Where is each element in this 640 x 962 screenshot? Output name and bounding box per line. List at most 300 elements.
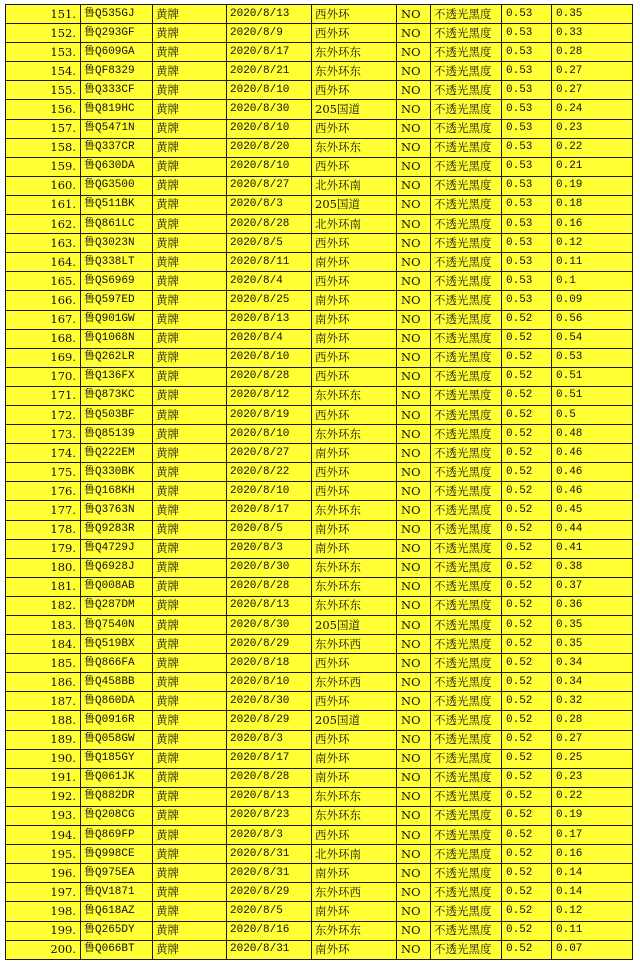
location-cell: 东外环西 [312,883,397,902]
value-a-cell: 0.53 [502,195,552,214]
location-cell: 东外环西 [312,673,397,692]
date-cell: 2020/8/30 [227,558,312,577]
location-cell: 东外环东 [312,921,397,940]
plate-number-cell: 鲁Q262LR [81,348,153,367]
plate-number-cell: 鲁Q511BK [81,195,153,214]
value-b-cell: 0.34 [552,654,633,673]
row-number-cell: 185. [6,654,81,673]
table-row [6,81,633,100]
location-cell: 东外环东 [312,787,397,806]
pass-status-cell: NO [397,195,431,214]
plate-number-cell: 鲁Q618AZ [81,902,153,921]
plate-type-cell: 黄牌 [153,482,227,501]
plate-type-cell: 黄牌 [153,291,227,310]
pass-status-cell: NO [397,501,431,520]
row-number-cell: 172. [6,405,81,424]
plate-number-cell: 鲁Q819HC [81,100,153,119]
value-b-cell: 0.38 [552,558,633,577]
location-cell: 北外环南 [312,176,397,195]
value-a-cell: 0.53 [502,215,552,234]
location-cell: 东外环东 [312,501,397,520]
plate-number-cell: 鲁Q5471N [81,119,153,138]
date-cell: 2020/8/21 [227,62,312,81]
test-item-cell: 不透光黑度 [431,921,502,940]
pass-status-cell: NO [397,520,431,539]
test-item-cell: 不透光黑度 [431,864,502,883]
value-b-cell: 0.27 [552,730,633,749]
test-item-cell: 不透光黑度 [431,157,502,176]
date-cell: 2020/8/10 [227,482,312,501]
plate-number-cell: 鲁Q458BB [81,673,153,692]
value-b-cell: 0.07 [552,940,633,959]
date-cell: 2020/8/3 [227,539,312,558]
table-row [6,253,633,272]
location-cell: 西外环 [312,24,397,43]
plate-number-cell: 鲁Q869FP [81,826,153,845]
plate-number-cell: 鲁Q998CE [81,845,153,864]
location-cell: 南外环 [312,902,397,921]
test-item-cell: 不透光黑度 [431,5,502,24]
test-item-cell: 不透光黑度 [431,81,502,100]
row-number-cell: 187. [6,692,81,711]
location-cell: 西外环 [312,272,397,291]
test-item-cell: 不透光黑度 [431,520,502,539]
plate-type-cell: 黄牌 [153,520,227,539]
date-cell: 2020/8/29 [227,635,312,654]
plate-number-cell: 鲁Q535GJ [81,5,153,24]
test-item-cell: 不透光黑度 [431,119,502,138]
value-a-cell: 0.53 [502,5,552,24]
row-number-cell: 181. [6,577,81,596]
pass-status-cell: NO [397,616,431,635]
value-a-cell: 0.52 [502,806,552,825]
plate-number-cell: 鲁QS6969 [81,272,153,291]
value-b-cell: 0.24 [552,100,633,119]
test-item-cell: 不透光黑度 [431,501,502,520]
table-row [6,806,633,825]
value-b-cell: 0.37 [552,577,633,596]
value-b-cell: 0.16 [552,215,633,234]
row-number-cell: 170. [6,367,81,386]
value-a-cell: 0.52 [502,482,552,501]
location-cell: 西外环 [312,692,397,711]
test-item-cell: 不透光黑度 [431,234,502,253]
plate-number-cell: 鲁Q338LT [81,253,153,272]
value-b-cell: 0.44 [552,520,633,539]
value-a-cell: 0.52 [502,902,552,921]
row-number-cell: 158. [6,138,81,157]
value-b-cell: 0.27 [552,62,633,81]
date-cell: 2020/8/29 [227,883,312,902]
date-cell: 2020/8/13 [227,787,312,806]
plate-number-cell: 鲁Q222EM [81,444,153,463]
pass-status-cell: NO [397,806,431,825]
date-cell: 2020/8/10 [227,425,312,444]
row-number-cell: 196. [6,864,81,883]
test-item-cell: 不透光黑度 [431,215,502,234]
value-b-cell: 0.25 [552,749,633,768]
value-a-cell: 0.53 [502,176,552,195]
table-row [6,215,633,234]
value-b-cell: 0.22 [552,787,633,806]
value-a-cell: 0.53 [502,24,552,43]
pass-status-cell: NO [397,482,431,501]
plate-number-cell: 鲁Q333CF [81,81,153,100]
table-row [6,654,633,673]
value-a-cell: 0.53 [502,234,552,253]
value-b-cell: 0.14 [552,864,633,883]
value-b-cell: 0.28 [552,711,633,730]
row-number-cell: 183. [6,616,81,635]
test-item-cell: 不透光黑度 [431,749,502,768]
plate-number-cell: 鲁Q901GW [81,310,153,329]
plate-type-cell: 黄牌 [153,826,227,845]
table-row [6,291,633,310]
row-number-cell: 171. [6,386,81,405]
plate-type-cell: 黄牌 [153,902,227,921]
value-b-cell: 0.28 [552,43,633,62]
plate-type-cell: 黄牌 [153,367,227,386]
table-row [6,425,633,444]
pass-status-cell: NO [397,386,431,405]
table-row [6,730,633,749]
location-cell: 西外环 [312,826,397,845]
table-row [6,520,633,539]
location-cell: 205国道 [312,711,397,730]
location-cell: 西外环 [312,405,397,424]
location-cell: 东外环东 [312,425,397,444]
value-a-cell: 0.52 [502,864,552,883]
plate-type-cell: 黄牌 [153,386,227,405]
value-b-cell: 0.54 [552,329,633,348]
value-b-cell: 0.23 [552,119,633,138]
pass-status-cell: NO [397,539,431,558]
row-number-cell: 191. [6,768,81,787]
date-cell: 2020/8/17 [227,501,312,520]
plate-type-cell: 黄牌 [153,348,227,367]
plate-type-cell: 黄牌 [153,787,227,806]
pass-status-cell: NO [397,272,431,291]
row-number-cell: 164. [6,253,81,272]
test-item-cell: 不透光黑度 [431,673,502,692]
location-cell: 东外环东 [312,577,397,596]
pass-status-cell: NO [397,425,431,444]
pass-status-cell: NO [397,157,431,176]
plate-number-cell: 鲁Q058GW [81,730,153,749]
table-row [6,386,633,405]
value-a-cell: 0.52 [502,826,552,845]
value-b-cell: 0.16 [552,845,633,864]
table-row [6,329,633,348]
location-cell: 西外环 [312,81,397,100]
row-number-cell: 165. [6,272,81,291]
row-number-cell: 152. [6,24,81,43]
plate-type-cell: 黄牌 [153,635,227,654]
table-row [6,577,633,596]
location-cell: 205国道 [312,100,397,119]
test-item-cell: 不透光黑度 [431,902,502,921]
table-row [6,902,633,921]
date-cell: 2020/8/30 [227,100,312,119]
value-a-cell: 0.52 [502,673,552,692]
plate-type-cell: 黄牌 [153,405,227,424]
value-a-cell: 0.52 [502,711,552,730]
value-a-cell: 0.52 [502,501,552,520]
test-item-cell: 不透光黑度 [431,348,502,367]
value-a-cell: 0.52 [502,577,552,596]
plate-number-cell: 鲁QV1871 [81,883,153,902]
value-b-cell: 0.46 [552,482,633,501]
value-a-cell: 0.53 [502,43,552,62]
row-number-cell: 182. [6,596,81,615]
table-row [6,176,633,195]
table-row [6,157,633,176]
location-cell: 南外环 [312,520,397,539]
value-b-cell: 0.56 [552,310,633,329]
plate-type-cell: 黄牌 [153,883,227,902]
pass-status-cell: NO [397,100,431,119]
pass-status-cell: NO [397,845,431,864]
row-number-cell: 184. [6,635,81,654]
test-item-cell: 不透光黑度 [431,24,502,43]
test-item-cell: 不透光黑度 [431,654,502,673]
row-number-cell: 175. [6,463,81,482]
location-cell: 南外环 [312,253,397,272]
plate-type-cell: 黄牌 [153,272,227,291]
date-cell: 2020/8/10 [227,673,312,692]
test-item-cell: 不透光黑度 [431,940,502,959]
row-number-cell: 197. [6,883,81,902]
pass-status-cell: NO [397,864,431,883]
location-cell: 西外环 [312,367,397,386]
table-row [6,444,633,463]
table-row [6,596,633,615]
plate-number-cell: 鲁Q185GY [81,749,153,768]
value-a-cell: 0.52 [502,845,552,864]
value-b-cell: 0.19 [552,806,633,825]
row-number-cell: 179. [6,539,81,558]
plate-type-cell: 黄牌 [153,921,227,940]
table-row [6,673,633,692]
value-a-cell: 0.52 [502,386,552,405]
value-b-cell: 0.12 [552,234,633,253]
plate-number-cell: 鲁Q866FA [81,654,153,673]
row-number-cell: 195. [6,845,81,864]
records-table [5,4,633,960]
plate-number-cell: 鲁Q208CG [81,806,153,825]
pass-status-cell: NO [397,558,431,577]
value-b-cell: 0.35 [552,5,633,24]
row-number-cell: 163. [6,234,81,253]
row-number-cell: 188. [6,711,81,730]
date-cell: 2020/8/10 [227,119,312,138]
plate-type-cell: 黄牌 [153,654,227,673]
plate-number-cell: 鲁Q6928J [81,558,153,577]
plate-type-cell: 黄牌 [153,711,227,730]
row-number-cell: 174. [6,444,81,463]
row-number-cell: 173. [6,425,81,444]
pass-status-cell: NO [397,635,431,654]
location-cell: 西外环 [312,654,397,673]
value-b-cell: 0.5 [552,405,633,424]
plate-type-cell: 黄牌 [153,940,227,959]
location-cell: 南外环 [312,291,397,310]
plate-type-cell: 黄牌 [153,215,227,234]
table-row [6,501,633,520]
plate-type-cell: 黄牌 [153,310,227,329]
row-number-cell: 176. [6,482,81,501]
test-item-cell: 不透光黑度 [431,577,502,596]
table-row [6,272,633,291]
table-row [6,367,633,386]
row-number-cell: 155. [6,81,81,100]
value-a-cell: 0.53 [502,100,552,119]
test-item-cell: 不透光黑度 [431,596,502,615]
plate-type-cell: 黄牌 [153,234,227,253]
row-number-cell: 151. [6,5,81,24]
location-cell: 东外环东 [312,43,397,62]
row-number-cell: 178. [6,520,81,539]
test-item-cell: 不透光黑度 [431,826,502,845]
test-item-cell: 不透光黑度 [431,43,502,62]
plate-type-cell: 黄牌 [153,730,227,749]
value-a-cell: 0.52 [502,654,552,673]
value-a-cell: 0.52 [502,692,552,711]
pass-status-cell: NO [397,24,431,43]
test-item-cell: 不透光黑度 [431,711,502,730]
value-b-cell: 0.23 [552,768,633,787]
value-b-cell: 0.46 [552,463,633,482]
plate-type-cell: 黄牌 [153,463,227,482]
table-row [6,310,633,329]
test-item-cell: 不透光黑度 [431,425,502,444]
table-row [6,24,633,43]
value-b-cell: 0.34 [552,673,633,692]
plate-type-cell: 黄牌 [153,176,227,195]
date-cell: 2020/8/30 [227,616,312,635]
value-b-cell: 0.22 [552,138,633,157]
date-cell: 2020/8/16 [227,921,312,940]
table-row [6,826,633,845]
test-item-cell: 不透光黑度 [431,62,502,81]
value-b-cell: 0.19 [552,176,633,195]
pass-status-cell: NO [397,348,431,367]
test-item-cell: 不透光黑度 [431,100,502,119]
location-cell: 西外环 [312,157,397,176]
plate-number-cell: 鲁Q3023N [81,234,153,253]
plate-type-cell: 黄牌 [153,673,227,692]
row-number-cell: 156. [6,100,81,119]
location-cell: 205国道 [312,616,397,635]
plate-number-cell: 鲁Q860DA [81,692,153,711]
location-cell: 东外环西 [312,635,397,654]
plate-type-cell: 黄牌 [153,864,227,883]
value-a-cell: 0.52 [502,520,552,539]
plate-number-cell: 鲁Q609GA [81,43,153,62]
date-cell: 2020/8/25 [227,291,312,310]
plate-type-cell: 黄牌 [153,806,227,825]
plate-type-cell: 黄牌 [153,157,227,176]
location-cell: 西外环 [312,234,397,253]
date-cell: 2020/8/13 [227,310,312,329]
plate-type-cell: 黄牌 [153,845,227,864]
row-number-cell: 180. [6,558,81,577]
plate-type-cell: 黄牌 [153,444,227,463]
plate-type-cell: 黄牌 [153,501,227,520]
date-cell: 2020/8/27 [227,176,312,195]
value-a-cell: 0.52 [502,405,552,424]
test-item-cell: 不透光黑度 [431,310,502,329]
pass-status-cell: NO [397,654,431,673]
value-a-cell: 0.52 [502,329,552,348]
location-cell: 东外环东 [312,596,397,615]
plate-number-cell: 鲁QG3500 [81,176,153,195]
value-a-cell: 0.52 [502,749,552,768]
location-cell: 南外环 [312,749,397,768]
pass-status-cell: NO [397,749,431,768]
value-b-cell: 0.36 [552,596,633,615]
date-cell: 2020/8/27 [227,444,312,463]
pass-status-cell: NO [397,234,431,253]
value-b-cell: 0.18 [552,195,633,214]
location-cell: 南外环 [312,940,397,959]
table-row [6,558,633,577]
date-cell: 2020/8/29 [227,711,312,730]
value-b-cell: 0.14 [552,883,633,902]
table-row [6,482,633,501]
row-number-cell: 162. [6,215,81,234]
value-a-cell: 0.52 [502,787,552,806]
test-item-cell: 不透光黑度 [431,176,502,195]
row-number-cell: 168. [6,329,81,348]
pass-status-cell: NO [397,329,431,348]
value-a-cell: 0.52 [502,635,552,654]
pass-status-cell: NO [397,711,431,730]
row-number-cell: 157. [6,119,81,138]
pass-status-cell: NO [397,463,431,482]
plate-type-cell: 黄牌 [153,43,227,62]
date-cell: 2020/8/31 [227,845,312,864]
value-b-cell: 0.48 [552,425,633,444]
plate-type-cell: 黄牌 [153,81,227,100]
location-cell: 东外环东 [312,62,397,81]
table-row [6,234,633,253]
value-b-cell: 0.35 [552,635,633,654]
test-item-cell: 不透光黑度 [431,291,502,310]
pass-status-cell: NO [397,253,431,272]
row-number-cell: 194. [6,826,81,845]
plate-type-cell: 黄牌 [153,425,227,444]
pass-status-cell: NO [397,62,431,81]
date-cell: 2020/8/22 [227,463,312,482]
plate-type-cell: 黄牌 [153,616,227,635]
value-a-cell: 0.53 [502,81,552,100]
date-cell: 2020/8/28 [227,367,312,386]
table-row [6,539,633,558]
location-cell: 北外环南 [312,845,397,864]
pass-status-cell: NO [397,692,431,711]
pass-status-cell: NO [397,5,431,24]
test-item-cell: 不透光黑度 [431,768,502,787]
row-number-cell: 160. [6,176,81,195]
location-cell: 南外环 [312,768,397,787]
value-b-cell: 0.27 [552,81,633,100]
test-item-cell: 不透光黑度 [431,444,502,463]
table-row [6,195,633,214]
plate-type-cell: 黄牌 [153,768,227,787]
pass-status-cell: NO [397,405,431,424]
table-row [6,749,633,768]
